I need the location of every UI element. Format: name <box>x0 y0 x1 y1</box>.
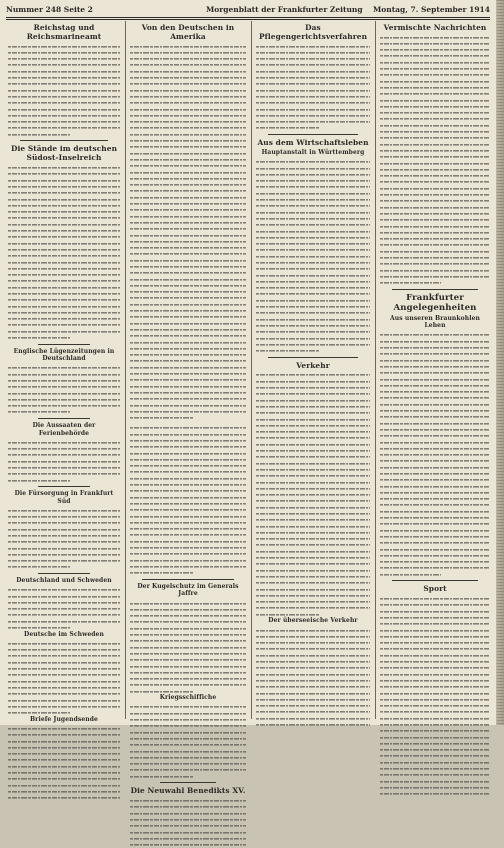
article-body <box>380 332 490 578</box>
article-heading: Deutschland und Schweden <box>16 577 112 585</box>
article-heading: Reichstag und Reichsmarineamt <box>26 23 102 41</box>
article-heading: Die Fürsorgung in Frankfurt Süd <box>14 490 114 505</box>
masthead-rule-double <box>6 19 490 20</box>
column-4 <box>380 22 490 719</box>
masthead-rule <box>6 17 490 18</box>
article-body <box>256 43 370 131</box>
article-heading: Die Aussaaten der Ferienbehörde <box>32 422 96 437</box>
article-heading: Frankfurter Angelegenheiten <box>393 292 477 313</box>
article-body <box>256 372 370 618</box>
column-3 <box>256 22 370 719</box>
article-heading: Der Kugelschutz im Generals Jaffre <box>137 582 239 598</box>
article-body <box>8 507 120 570</box>
article-body <box>8 640 120 716</box>
article-body <box>8 43 120 137</box>
column-1 <box>8 22 120 723</box>
article-body <box>130 704 246 780</box>
article-heading: Das Pflegengerichtsverfahren <box>258 23 368 41</box>
article-heading: Aus dem Wirtschaftsleben <box>257 138 369 148</box>
issue-date: Montag, 7. September 1914 <box>372 5 490 14</box>
issue-number: Nummer 248 Seite 2 <box>6 5 93 14</box>
article-body <box>8 725 120 801</box>
facing-page-text <box>497 0 504 725</box>
article-body <box>130 43 246 421</box>
article-heading: Vermischte Nachrichten <box>383 23 487 32</box>
article-body <box>8 365 120 415</box>
newspaper-title: Morgenblatt der Frankfurter Zeitung <box>206 5 363 14</box>
article-body <box>380 34 490 286</box>
article-subheading: Aus unseren Braunkohlen Lehen <box>390 314 480 330</box>
article-body <box>8 587 120 631</box>
article-body <box>8 439 120 483</box>
article-heading: Kriegsschiffiche <box>159 694 217 702</box>
article-body <box>256 159 370 354</box>
column-divider <box>375 21 376 719</box>
article-body <box>130 797 246 847</box>
article-body <box>380 595 490 797</box>
article-heading: Deutsche im Schweden <box>24 630 104 638</box>
article-body <box>256 627 370 728</box>
column-divider <box>251 21 252 719</box>
article-heading: Von den Deutschen in Amerika <box>141 23 235 41</box>
article-heading: Verkehr <box>296 360 330 370</box>
article-heading: Die Stände im deutschen Südost-Inselreich <box>10 144 118 163</box>
column-2 <box>130 22 246 796</box>
article-heading: Sport <box>423 584 447 594</box>
article-heading: Die Neuwahl Benedikts XV. <box>130 786 246 796</box>
article-heading: Englische Lügenzeitungen in Deutschland <box>13 347 115 363</box>
article-heading: Briefe Jugendsende <box>30 715 98 723</box>
masthead <box>6 3 490 17</box>
article-heading: Der überseeische Verkehr <box>268 617 358 625</box>
column-divider <box>125 21 126 719</box>
article-body <box>130 600 246 694</box>
article-body <box>8 164 120 340</box>
article-body <box>130 425 246 576</box>
article-subheading: Hauptanstalt in Württemberg <box>261 149 365 157</box>
